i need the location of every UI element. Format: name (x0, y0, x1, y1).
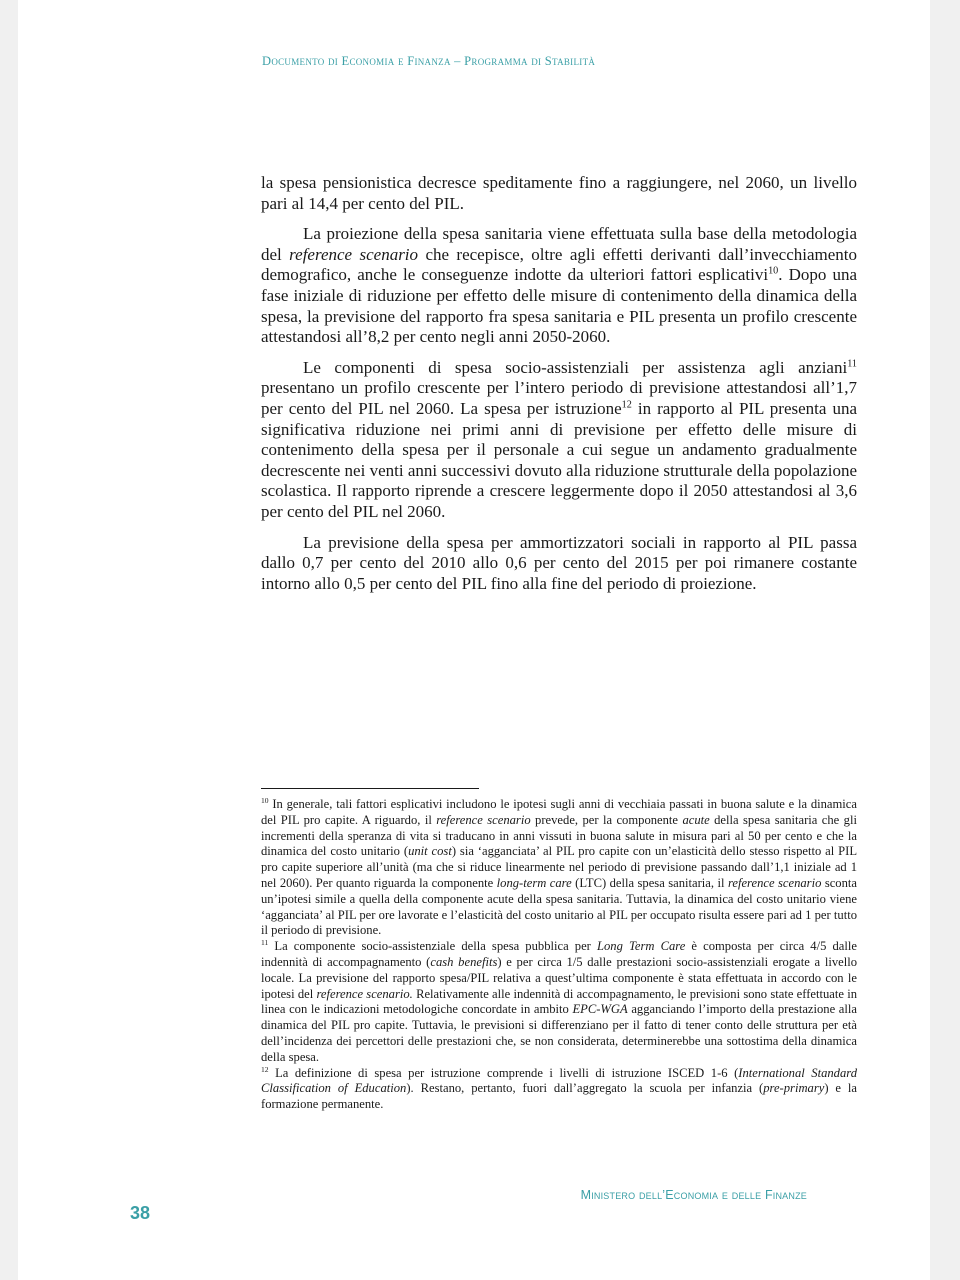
paragraph-health: La proiezione della spesa sanitaria viene effettuata sulla base della metodologia del reference scenario che recepisce, oltre agli effetti derivanti dall’invecchiamento demografico, anche le conseguenze indotte da ulteriori fattori esplicativi$^{10}$. Dopo una fase iniziale di riduzione per effetto delle misure di contenimento della dinamica della spesa, la previsione del rapporto fra spesa sanitaria e PIL presenta un profilo crescente attestandosi all’8,2 per cento negli anni 2050-2060. (261, 224, 858, 347)
page (18, 0, 930, 1280)
footnote-10: $^{10}$ In generale, tali fattori esplicativi includono le ipotesi sugli anni di vecchiaia passati in buona salute e la dinamica del PIL pro capite. A riguardo, il reference scenario prevede, per la componente acute della spesa sanitaria che gli incrementi della speranza di vita si traducano in anni vissuti in buona salute in misura pari al 50 per cento e che la dinamica del costo unitario (unit cost) sia ‘agganciata’ al PIL pro capite con un’elasticità dello stesso rispetto al PIL pro capite superiore all’unità (ma che si riduce linearmente nel periodo di previsione passando dall’1,1 iniziale ad 1 nel 2060). Per quanto riguarda la componente long-term care (LTC) della spesa sanitaria, il reference scenario sconta un’ipotesi simile a quella della componente acute della spesa sanitaria. Tuttavia, la dinamica del costo unitario viene ‘agganciata’ al PIL per ore lavorate e l’elasticità del costo unitario al PIL per occupato risulta essere pari ad 1 per tutto il periodo di previsione. (261, 795, 858, 938)
footnote-ref-10[interactable]: 10 (768, 265, 779, 277)
body-text (261, 173, 857, 604)
footnote-ref-12[interactable]: 12 (621, 399, 632, 411)
footnote-separator (261, 788, 479, 789)
footnote-ref-11[interactable]: 11 (847, 358, 857, 370)
paragraph-unemployment: La previsione della spesa per ammortizzatori sociali in rapporto al PIL passa dallo 0,7 per cento del 2010 allo 0,6 per cento del 2015 per poi rimanere costante intorno allo 0,5 per cento del PIL fino alla fine del periodo di proiezione. (261, 532, 857, 593)
footnote-11: $^{11}$ La componente socio-assistenziale della spesa pubblica per Long Term Care è composta per circa 4/5 dalle indennità di accompagnamento (cash benefits) e per circa 1/5 dalle prestazioni socio-assistenziali erogate a livello locale. La previsione del rapporto spesa/PIL relativa a quest’ultima componente è stata effettuata in accordo con le ipotesi del reference scenario. Relativamente alle indennità di accompagnamento, le previsioni sono state effettuate in linea con le indicazioni metodologiche concordate in ambito EPC-WGA agganciando l’importo della prestazione alla dinamica del PIL pro capite. Tuttavia, le previsioni si differenziano per il fatto di tener conto delle struttura per età dell’incidenza dei percettori delle prestazioni che, se non considerata, determinerebbe una sottostima della dinamica della spesa. (261, 937, 858, 1064)
running-header: Documento di Economia e Finanza – Programma di Stabilità (262, 54, 596, 68)
footnotes (261, 797, 857, 1113)
paragraph-social-care: Le componenti di spesa socio-assistenziali per assistenza agli anziani$^{11}$ presentano un profilo crescente per l’intero periodo di previsione attestandosi all’1,7 per cento del PIL nel 2060. La spesa per istruzione$^{12}$ in rapporto al PIL presenta una significativa riduzione nei primi anni di previsione per effetto delle misure di contenimento della spesa per il personale a cui segue un andamento gradualmente decrescente nei venti anni successivi dovuto alla riduzione strutturale della popolazione scolastica. Il rapporto riprende a crescere leggermente dopo il 2050 attestandosi al 3,6 per cento del PIL nel 2060. (261, 357, 857, 521)
footnote-12: $^{12}$ La definizione di spesa per istruzione comprende i livelli di istruzione ISCED 1-6 (International Standard Classification of Education). Restano, pertanto, fuori dall’aggregato la scuola per infanzia (pre-primary) e la formazione permanente. (261, 1064, 858, 1112)
paragraph-pension: la spesa pensionistica decresce speditamente fino a raggiungere, nel 2060, un livello pari al 14,4 per cento del PIL. (261, 173, 857, 213)
page-number: 38 (130, 1203, 151, 1223)
footer-ministry: Ministero dell’Economia e delle Finanze (580, 1188, 807, 1202)
